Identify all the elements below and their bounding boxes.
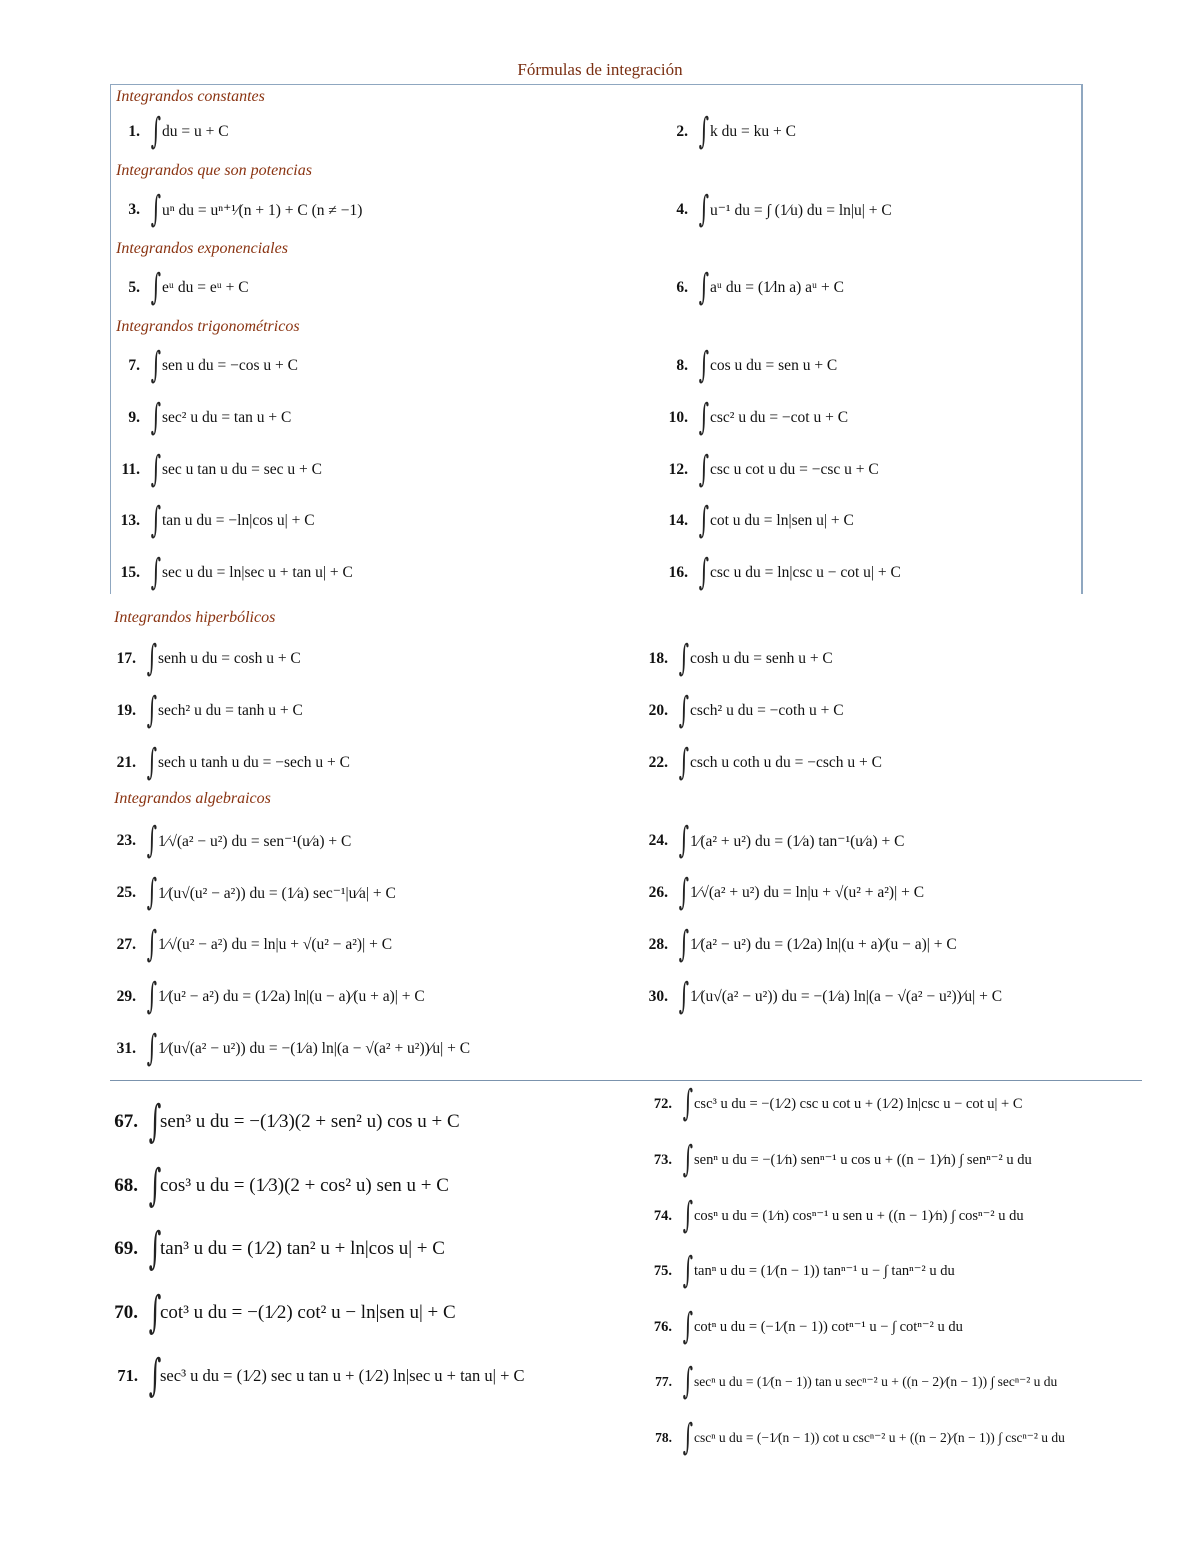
integral-sign-icon: ∫: [150, 267, 162, 308]
formula-21: [104, 743, 350, 783]
formula-number: 2.: [676, 123, 688, 140]
formula-number: 67.: [114, 1111, 138, 1132]
integral-sign-icon: ∫: [148, 1287, 162, 1338]
box-top-border: [110, 84, 1082, 85]
formula-20: [636, 691, 844, 731]
formula-number: 72.: [653, 1095, 672, 1112]
integral-sign-icon: ∫: [146, 638, 158, 679]
integral-sign-icon: ∫: [150, 397, 162, 438]
formula-11: [108, 450, 322, 490]
integral-sign-icon: ∫: [150, 449, 162, 490]
formula-number: 6.: [676, 279, 688, 296]
formula-expression: sech² u du = tanh u + C: [158, 702, 303, 719]
formula-expression: csch u coth u du = −csch u + C: [690, 754, 882, 771]
formula-75: [640, 1251, 955, 1291]
formula-expression: tan u du = −ln|cos u| + C: [162, 512, 315, 529]
integral-sign-icon: ∫: [150, 189, 162, 230]
formula-number: 28.: [648, 936, 668, 953]
formula-number: 21.: [116, 754, 136, 771]
formula-number: 69.: [114, 1238, 138, 1259]
formula-expression: csc u du = ln|csc u − cot u| + C: [710, 564, 901, 581]
formula-number: 27.: [116, 936, 136, 953]
integral-sign-icon: ∫: [698, 267, 710, 308]
formula-25: [104, 873, 396, 913]
formula-6: [656, 268, 844, 308]
formula-number: 5.: [128, 279, 140, 296]
formula-expression: 1⁄(a² + u²) du = (1⁄a) tan⁻¹(u⁄a) + C: [690, 832, 905, 850]
formula-number: 19.: [116, 702, 136, 719]
formula-expression: cot³ u du = −(1⁄2) cot² u − ln|sen u| + C: [160, 1302, 456, 1323]
formula-expression: eᵘ du = eᵘ + C: [162, 279, 249, 296]
formula-70: [104, 1287, 456, 1338]
formula-expression: senh u du = cosh u + C: [158, 650, 301, 667]
formula-number: 14.: [668, 512, 688, 529]
formula-number: 13.: [120, 512, 140, 529]
integral-sign-icon: ∫: [682, 1139, 694, 1180]
formula-number: 71.: [117, 1366, 138, 1385]
formula-number: 9.: [128, 409, 140, 426]
formula-expression: sen³ u du = −(1⁄3)(2 + sen² u) cos u + C: [160, 1111, 460, 1132]
integral-sign-icon: ∫: [146, 690, 158, 731]
page-title: Fórmulas de integración: [517, 60, 683, 79]
formula-76: [640, 1307, 963, 1347]
formula-expression: csc u cot u du = −csc u + C: [710, 461, 879, 478]
formula-expression: 1⁄(u² − a²) du = (1⁄2a) ln|(u − a)⁄(u + a)| + C: [158, 988, 425, 1005]
formula-number: 22.: [648, 754, 668, 771]
section-heading-constantes: Integrandos constantes: [116, 88, 265, 105]
formula-number: 26.: [648, 884, 668, 901]
section-heading-exponenciales: Integrandos exponenciales: [116, 240, 288, 257]
formula-number: 78.: [655, 1430, 672, 1445]
formula-number: 11.: [121, 461, 140, 478]
formula-expression: 1⁄(u√(u² − a²)) du = (1⁄a) sec⁻¹|u⁄a| + C: [158, 884, 396, 902]
integral-sign-icon: ∫: [146, 742, 158, 783]
integral-sign-icon: ∫: [682, 1083, 694, 1124]
formula-number: 8.: [676, 357, 688, 374]
formula-number: 73.: [653, 1151, 672, 1168]
formula-expression: sech u tanh u du = −sech u + C: [158, 754, 350, 771]
formula-expression: cos³ u du = (1⁄3)(2 + cos² u) sen u + C: [160, 1175, 449, 1196]
formula-30: [636, 977, 1002, 1017]
formula-expression: cosⁿ u du = (1⁄n) cosⁿ⁻¹ u sen u + ((n − 1)⁄n) ∫ cosⁿ⁻² u du: [694, 1207, 1024, 1224]
formula-number: 31.: [116, 1040, 136, 1057]
formula-expression: uⁿ du = uⁿ⁺¹⁄(n + 1) + C (n ≠ −1): [162, 201, 363, 219]
formula-expression: cot u du = ln|sen u| + C: [710, 512, 854, 529]
formula-74: [640, 1196, 1024, 1236]
formula-number: 20.: [648, 702, 668, 719]
integral-sign-icon: ∫: [682, 1195, 694, 1236]
integral-sign-icon: ∫: [146, 924, 158, 965]
integral-sign-icon: ∫: [150, 552, 162, 593]
formula-16: [656, 553, 901, 593]
integral-sign-icon: ∫: [150, 111, 162, 152]
formula-15: [108, 553, 353, 593]
integral-sign-icon: ∫: [148, 1096, 162, 1147]
integral-sign-icon: ∫: [682, 1306, 694, 1347]
formula-68: [104, 1160, 449, 1211]
integral-sign-icon: ∫: [146, 820, 158, 861]
formula-number: 75.: [653, 1262, 672, 1279]
formula-number: 70.: [114, 1302, 138, 1323]
formula-number: 4.: [676, 201, 688, 218]
integral-sign-icon: ∫: [678, 924, 690, 965]
formula-28: [636, 925, 957, 965]
formula-number: 16.: [668, 564, 688, 581]
formula-expression: cotⁿ u du = (−1⁄(n − 1)) cotⁿ⁻¹ u − ∫ cotⁿ⁻² u du: [694, 1318, 963, 1335]
integral-sign-icon: ∫: [682, 1417, 694, 1458]
formula-expression: sec u tan u du = sec u + C: [162, 461, 322, 478]
integral-sign-icon: ∫: [698, 397, 710, 438]
formula-number: 74.: [653, 1207, 672, 1224]
integral-sign-icon: ∫: [698, 449, 710, 490]
integral-sign-icon: ∫: [146, 976, 158, 1017]
section-heading-potencias: Integrandos que son potencias: [116, 162, 312, 179]
formula-69: [104, 1223, 445, 1274]
formula-number: 12.: [668, 461, 688, 478]
integral-sign-icon: ∫: [146, 1028, 158, 1069]
formula-number: 77.: [655, 1374, 672, 1389]
integral-sign-icon: ∫: [678, 820, 690, 861]
formula-number: 24.: [648, 832, 668, 849]
section-heading-hiperbolicos: Integrandos hiperbólicos: [114, 609, 276, 626]
formula-expression: sec³ u du = (1⁄2) sec u tan u + (1⁄2) ln|sec u + tan u| + C: [160, 1366, 525, 1385]
formula-73: [640, 1140, 1032, 1180]
formula-8: [656, 346, 837, 386]
formula-7: [108, 346, 298, 386]
formula-expression: cscⁿ u du = (−1⁄(n − 1)) cot u cscⁿ⁻² u + ((n − 2)⁄(n − 1)) ∫ cscⁿ⁻² u du: [694, 1430, 1065, 1445]
formula-expression: secⁿ u du = (1⁄(n − 1)) tan u secⁿ⁻² u + ((n − 2)⁄(n − 1)) ∫ secⁿ⁻² u du: [694, 1374, 1058, 1389]
formula-expression: du = u + C: [162, 123, 229, 140]
formula-expression: 1⁄(u√(a² − u²)) du = −(1⁄a) ln|(a − √(a² − u²))⁄u| + C: [690, 988, 1003, 1005]
formula-number: 18.: [648, 650, 668, 667]
formula-13: [108, 501, 315, 541]
integral-sign-icon: ∫: [698, 345, 710, 386]
formula-number: 29.: [116, 988, 136, 1005]
formula-number: 1.: [128, 123, 140, 140]
formula-9: [108, 398, 291, 438]
formula-expression: sec u du = ln|sec u + tan u| + C: [162, 564, 353, 581]
formula-expression: 1⁄(a² − u²) du = (1⁄2a) ln|(u + a)⁄(u − a)| + C: [690, 936, 957, 953]
formula-31: [104, 1029, 470, 1069]
formula-number: 15.: [120, 564, 140, 581]
integral-sign-icon: ∫: [698, 111, 710, 152]
formula-77: [640, 1362, 1057, 1402]
integral-sign-icon: ∫: [678, 872, 690, 913]
formula-17: [104, 639, 301, 679]
formula-expression: sen u du = −cos u + C: [162, 357, 299, 374]
formula-expression: csch² u du = −coth u + C: [690, 702, 844, 719]
formula-12: [656, 450, 879, 490]
formula-26: [636, 873, 924, 913]
formula-23: [104, 821, 351, 861]
formula-19: [104, 691, 303, 731]
integral-sign-icon: ∫: [148, 1160, 162, 1211]
formula-expression: 1⁄√(a² − u²) du = sen⁻¹(u⁄a) + C: [158, 832, 352, 850]
section-heading-trigonometricos: Integrandos trigonométricos: [116, 318, 300, 335]
formula-number: 76.: [653, 1318, 672, 1335]
formula-22: [636, 743, 882, 783]
formula-expression: senⁿ u du = −(1⁄n) senⁿ⁻¹ u cos u + ((n − 1)⁄n) ∫ senⁿ⁻² u du: [694, 1151, 1032, 1168]
formula-expression: csc² u du = −cot u + C: [710, 409, 849, 426]
formula-expression: cos u du = sen u + C: [710, 357, 838, 374]
formula-expression: 1⁄√(a² + u²) du = ln|u + √(u² + a²)| + C: [690, 884, 925, 901]
integral-sign-icon: ∫: [146, 872, 158, 913]
integral-sign-icon: ∫: [150, 345, 162, 386]
integral-sign-icon: ∫: [678, 638, 690, 679]
formula-14: [656, 501, 854, 541]
integral-sign-icon: ∫: [682, 1250, 694, 1291]
formula-number: 7.: [128, 357, 140, 374]
formula-expression: 1⁄(u√(a² − u²)) du = −(1⁄a) ln|(a − √(a² + u²))⁄u| + C: [158, 1040, 471, 1057]
formula-number: 30.: [648, 988, 668, 1005]
formula-72: [640, 1084, 1023, 1124]
formula-4: [656, 190, 892, 230]
formula-expression: 1⁄√(u² − a²) du = ln|u + √(u² − a²)| + C: [158, 936, 393, 953]
formula-1: [108, 112, 229, 152]
integral-sign-icon: ∫: [148, 1350, 162, 1401]
formula-24: [636, 821, 905, 861]
formula-10: [656, 398, 848, 438]
formula-67: [104, 1096, 460, 1147]
integral-sign-icon: ∫: [698, 189, 710, 230]
formula-expression: sec² u du = tan u + C: [162, 409, 292, 426]
formula-expression: k du = ku + C: [710, 123, 796, 140]
integral-sign-icon: ∫: [150, 500, 162, 541]
formula-number: 3.: [128, 201, 140, 218]
integral-sign-icon: ∫: [698, 500, 710, 541]
formula-3: [108, 190, 362, 230]
section-heading-algebraicos: Integrandos algebraicos: [114, 790, 271, 807]
formula-71: [104, 1350, 525, 1401]
formula-78: [640, 1418, 1065, 1458]
section-separator: [110, 1080, 1142, 1081]
formula-number: 23.: [116, 832, 136, 849]
formula-number: 68.: [114, 1175, 138, 1196]
formula-number: 17.: [116, 650, 136, 667]
formula-number: 10.: [668, 409, 688, 426]
formula-27: [104, 925, 392, 965]
integral-sign-icon: ∫: [678, 742, 690, 783]
formula-number: 25.: [116, 884, 136, 901]
formula-expression: tan³ u du = (1⁄2) tan² u + ln|cos u| + C: [160, 1238, 445, 1259]
integral-sign-icon: ∫: [678, 976, 690, 1017]
formula-5: [108, 268, 249, 308]
integral-sign-icon: ∫: [682, 1361, 694, 1402]
integral-sign-icon: ∫: [678, 690, 690, 731]
formula-18: [636, 639, 833, 679]
formula-29: [104, 977, 425, 1017]
formula-expression: aᵘ du = (1⁄ln a) aᵘ + C: [710, 279, 844, 296]
formula-expression: tanⁿ u du = (1⁄(n − 1)) tanⁿ⁻¹ u − ∫ tanⁿ⁻² u du: [694, 1262, 955, 1279]
formula-expression: csc³ u du = −(1⁄2) csc u cot u + (1⁄2) ln|csc u − cot u| + C: [694, 1095, 1023, 1112]
formula-expression: u⁻¹ du = ∫ (1⁄u) du = ln|u| + C: [710, 201, 892, 219]
integral-sign-icon: ∫: [698, 552, 710, 593]
integral-sign-icon: ∫: [148, 1223, 162, 1274]
formula-expression: cosh u du = senh u + C: [690, 650, 833, 667]
box-right-border: [1081, 84, 1083, 594]
formula-2: [656, 112, 796, 152]
